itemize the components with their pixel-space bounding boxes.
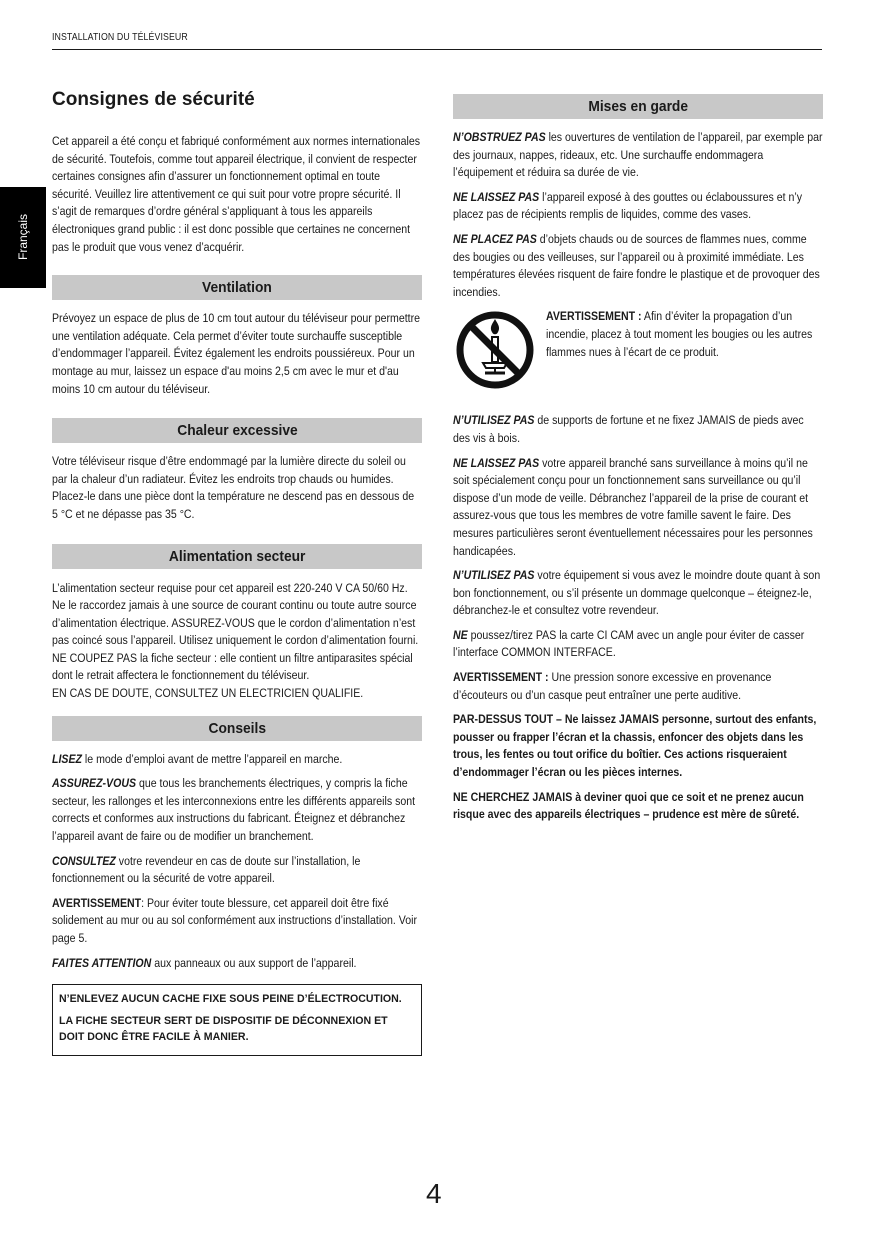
warnings2-wrap [453, 412, 823, 823]
header-rule [52, 49, 822, 50]
candle-warning-paragraph [546, 308, 823, 361]
advice-item [52, 955, 422, 973]
candle-warning-text: Afin d’éviter la propagation d’un incendie, placez à tout moment les bougies ou les autres flammes nues à l’écart de ce produit. [546, 309, 813, 359]
warning-item [453, 412, 823, 447]
warning-item [453, 455, 823, 561]
advice-heading-text: Conseils [208, 719, 266, 737]
intro-wrap [52, 133, 422, 256]
warning-text: votre équipement si vous avez le moindre doute quant à son bon fonctionnement, ou s’il présente un dommage quelconque – éteignez-le, débranchez-le et consultez votre revendeur. [453, 568, 821, 618]
intro-paragraph: Cet appareil a été conçu et fabriqué conformément aux normes internationales de sécurité. Toutefois, comme tout appareil électrique, il convient de respecter certaines consignes afin d’assurer un fonctionnement optimal en toute sécurité. Veuillez lire attentivement ce qui suit pour votre propre sécurité. Il s’agit de remarques d’ordre général s’appliquant à tous les appareils électroniques grand public : il est donc possible que certaines ne concernent pas le produit que vous venez d’acquérir. [52, 134, 420, 254]
ventilation-heading-text: Ventilation [202, 279, 272, 297]
heat-wrap [52, 453, 422, 523]
advice-wrap [52, 751, 422, 973]
right-column [453, 94, 823, 831]
warning-keyword: NE [453, 627, 468, 642]
advice-text: le mode d’emploi avant de mettre l’appareil en marche. [81, 751, 343, 766]
warnings-heading [453, 94, 823, 119]
warnings-wrap [453, 129, 823, 301]
warning-item [453, 567, 823, 620]
warning-item [453, 189, 823, 224]
power-paragraph-3: EN CAS DE DOUTE, CONSULTEZ UN ELECTRICIEN QUALIFIE. [52, 686, 364, 701]
never-guess-warning: NE CHERCHEZ JAMAIS à deviner quoi que ce soit et ne prenez aucun risque avec des appareils électriques – prudence est mère de sûreté. [453, 789, 804, 822]
warning-item [453, 231, 823, 301]
ventilation-paragraph: Prévoyez un espace de plus de 10 cm tout autour du téléviseur pour permettre une ventilation adéquate. Cela permet d’éviter toute surchauffe susceptible d’endommager l’appareil. Évitez également les endroits poussiéreux. Pour un montage au mur, laissez un espace d'au moins 2,5 cm avec le mur et d'au moins 10 cm autour du téléviseur. [52, 311, 420, 396]
power-wrap [52, 580, 422, 703]
power-paragraph-1: L’alimentation secteur requise pour cet appareil est 220-240 V CA 50/60 Hz. Ne le raccordez jamais à une source de courant continu ou toute autre source d’alimentation électrique. ASSUREZ-VOUS que le cordon d’alimentation n’est pas coincé sous l’appareil. Utilisez uniquement le cordon d’alimentation fourni. [52, 580, 419, 648]
warning-item [453, 627, 823, 662]
above-all-warning: PAR-DESSUS TOUT – Ne laissez JAMAIS personne, surtout des enfants, pousser ou frapper l’écran et la chassis, enfoncer des objets dans les trous, les fentes ou tout orifice du boîtier. Ces actions risqueraient d’endommager l’écran ou les pièces internes. [453, 712, 817, 780]
warning-item [453, 129, 823, 182]
notice-line-1: N’ENLEVEZ AUCUN CACHE FIXE SOUS PEINE D’ÉLECTROCUTION. [59, 993, 402, 1006]
audio-warning [453, 669, 823, 704]
power-paragraph-2: NE COUPEZ PAS la fiche secteur : elle contient un filtre antiparasites spécial dont le retrait affectera le fonctionnement du téléviseur. [52, 650, 413, 683]
candle-warning-inner [546, 308, 823, 361]
warning-text: d’objets chauds ou de sources de flammes nues, comme des bougies ou des veilleuses, sur l’appareil ou à proximité immédiate. Les températures élevées risquent de faire fondre le plastique et de provoquer des incendies. [453, 231, 820, 299]
page-number: 4 [426, 1178, 442, 1209]
advice-item [52, 775, 422, 845]
advice-heading [52, 716, 422, 741]
no-candle-icon [455, 310, 535, 390]
ventilation-wrap [52, 310, 422, 398]
warning-text: l’appareil exposé à des gouttes ou éclaboussures et n’y placez pas de récipients remplis de liquides, comme des vases. [453, 189, 802, 222]
language-tab-label: Français [16, 213, 30, 261]
heat-paragraph: Votre téléviseur risque d’être endommagé par la lumière directe du soleil ou par la chaleur d’un radiateur. Évitez les endroits trop chauds ou humides. Placez-le dans une pièce dont la température ne descend pas en dessous de 5 °C et ne dépasse pas 35 °C. [52, 454, 415, 521]
left-column [52, 88, 422, 1056]
warning-keyword: N’OBSTRUEZ PAS [453, 130, 546, 144]
notice-line-2: LA FICHE SECTEUR SERT DE DISPOSITIF DE DÉCONNEXION ET DOIT DONC ÊTRE FACILE À MANIER. [59, 1015, 388, 1044]
power-heading [52, 544, 422, 569]
advice-text: : Pour éviter toute blessure, cet appareil doit être fixé solidement au mur ou au sol conformément aux instructions d’installation. Voir page 5. [52, 895, 418, 945]
warning-text: les ouvertures de ventilation de l’appareil, par exemple par des journaux, nappes, rideaux, etc. Une surchauffe endommagera l’équipement et réduira sa durée de vie. [453, 130, 823, 180]
advice-keyword: ASSUREZ-VOUS [52, 776, 137, 791]
warning-keyword: N’UTILISEZ PAS [453, 568, 535, 583]
advice-keyword: FAITES ATTENTION [52, 955, 152, 970]
warnings-heading-text: Mises en garde [588, 98, 688, 115]
electrocution-notice-box [52, 984, 422, 1056]
language-tab [0, 187, 46, 288]
ventilation-heading [52, 275, 422, 300]
candle-warning-keyword: AVERTISSEMENT : [546, 309, 642, 324]
warning-keyword: NE LAISSEZ PAS [453, 455, 540, 470]
advice-text: votre revendeur en cas de doute sur l’installation, le fonctionnement ou la sécurité de votre appareil. [52, 853, 361, 886]
advice-text: que tous les branchements électriques, y compris la fiche secteur, les rallonges et les interconnexions entre les différents appareils sont corrects et conformes aux instructions du fabricant. Éteignez et débranchez l’appareil avant de faire ou de modifier un branchement. [52, 776, 416, 844]
advice-item [52, 895, 422, 948]
candle-warning-text-wrap [546, 308, 823, 368]
warning-text: de supports de fortune et ne fixez JAMAIS de pieds avec des vis à bois. [453, 413, 804, 445]
heat-heading-text: Chaleur excessive [176, 422, 298, 440]
audio-warning-text: Une pression sonore excessive en provenance d’écouteurs ou d’un casque peut entraîner une perte auditive. [453, 670, 772, 702]
warning-text: votre appareil branché sans surveillance à moins qu’il ne soit spécialement conçu pour un fonctionnement sans surveillance ou qu’il dispose d’un mode de veille. Débranchez l’appareil de la prise de courant et assurez-vous que tous les membres de votre famille savent le faire. Des mesures particulières seront éventuellement nécessaires pour les personnes handicapées. [453, 455, 813, 558]
advice-keyword: CONSULTEZ [52, 853, 116, 868]
page-title: Consignes de sécurité [52, 89, 255, 110]
power-heading-text: Alimentation secteur [168, 547, 306, 565]
advice-item [52, 751, 422, 769]
warning-keyword: NE PLACEZ PAS [453, 231, 537, 246]
advice-keyword: AVERTISSEMENT [52, 895, 142, 910]
warning-keyword: N’UTILISEZ PAS [453, 413, 535, 428]
running-header: INSTALLATION DU TÉLÉVISEUR [52, 32, 188, 43]
advice-text: aux panneaux ou aux support de l’appareil. [151, 955, 357, 970]
candle-warning-block [453, 308, 823, 404]
advice-keyword: LISEZ [52, 751, 82, 766]
warning-keyword: NE LAISSEZ PAS [453, 189, 540, 204]
audio-warning-keyword: AVERTISSEMENT : [453, 670, 549, 685]
warning-text: poussez/tirez PAS la carte CI CAM avec un angle pour éviter de casser l’interface COMMON INTERFACE. [453, 627, 805, 660]
advice-item [52, 853, 422, 888]
heat-heading [52, 418, 422, 443]
